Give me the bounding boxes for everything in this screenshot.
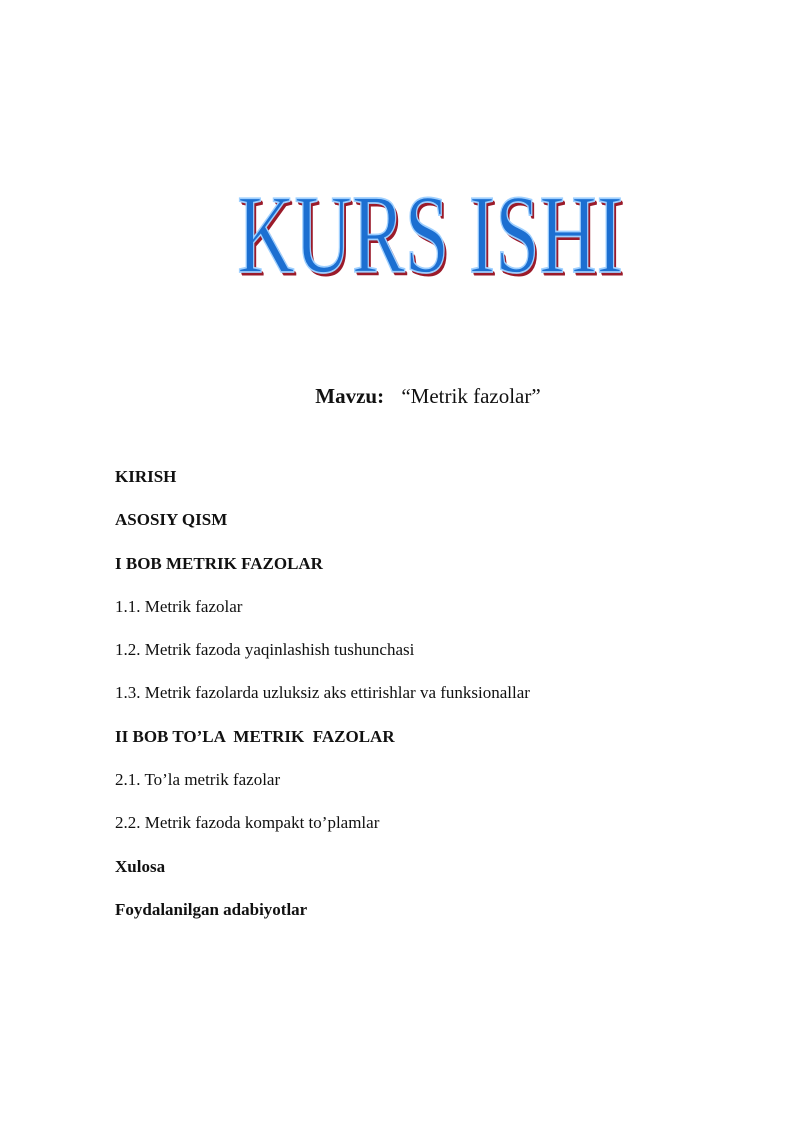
- table-of-contents: [115, 467, 755, 943]
- subject-value: “Metrik fazolar”: [401, 384, 541, 408]
- toc-item-chapter-2: II BOB TO’LA METRIK FAZOLAR: [115, 726, 395, 746]
- toc-item-1-3: 1.3. Metrik fazolarda uzluksiz aks ettirishlar va funksionallar: [115, 683, 530, 703]
- page-title: KURS ISHI: [237, 171, 623, 297]
- toc-item-references: Foydalanilgan adabiyotlar: [115, 899, 308, 919]
- toc-item-1-2: 1.2. Metrik fazoda yaqinlashish tushunchasi: [115, 640, 415, 660]
- toc-item-2-1: 2.1. To’la metrik fazolar: [115, 770, 281, 790]
- toc-item-2-2: 2.2. Metrik fazoda kompakt to’plamlar: [115, 813, 380, 833]
- toc-item-xulosa: Xulosa: [115, 856, 166, 876]
- toc-item-1-1: 1.1. Metrik fazolar: [115, 596, 243, 616]
- title-wordart: [190, 171, 670, 297]
- subject-line: [0, 384, 800, 409]
- subject-label: Mavzu:: [315, 384, 385, 408]
- toc-item-chapter-1: I BOB METRIK FAZOLAR: [115, 553, 323, 573]
- toc-item-kirish: KIRISH: [115, 467, 177, 486]
- toc-item-asosiy-qism: ASOSIY QISM: [115, 510, 228, 530]
